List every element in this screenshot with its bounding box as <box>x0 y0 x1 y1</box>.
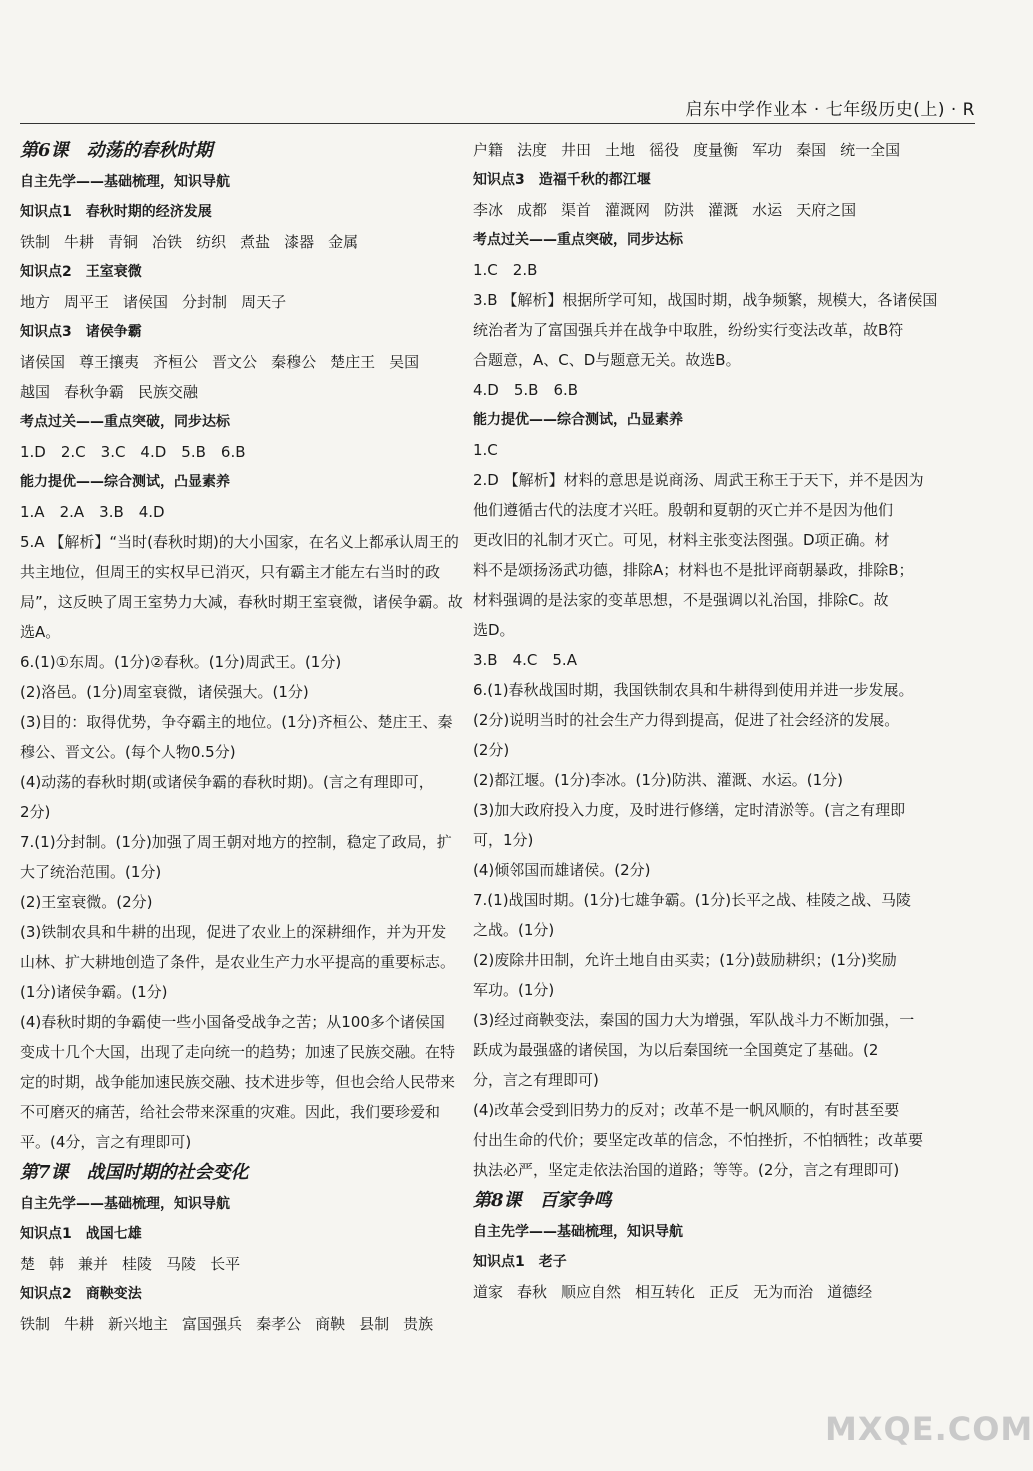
term: 齐桓公 <box>153 353 199 371</box>
section-heading: 考点过关——重点突破，同步达标 <box>20 414 230 430</box>
answer-line: 定的时期，战争能加速民族交融、技术进步等，但也会给人民带来 <box>20 1073 456 1091</box>
answer-line: 6.(1)①东周。(1分)②春秋。(1分)周武王。(1分) <box>20 653 342 671</box>
term: 纺织 <box>196 233 227 251</box>
term: 牛耕 <box>64 1315 95 1333</box>
answer-line: 合题意，A、C、D与题意无关。故选B。 <box>473 351 741 369</box>
term: 韩 <box>49 1255 65 1273</box>
term: 漆器 <box>284 233 315 251</box>
answer-line: 共主地位，但周王的实权早已消灭，只有霸主才能左右当时的政 <box>20 563 441 581</box>
term: 统一全国 <box>840 141 901 159</box>
term: 牛耕 <box>64 233 95 251</box>
term: 春秋 <box>517 1283 548 1301</box>
term: 灌溉 <box>708 201 739 219</box>
term: 户籍 <box>473 141 504 159</box>
term: 长平 <box>210 1255 241 1273</box>
answer-line: (3)加大政府投入力度，及时进行修缮，定时清淤等。(言之有理即 <box>473 801 906 819</box>
answer-line: 1.D 2.C 3.C 4.D 5.B 6.B <box>20 443 246 461</box>
term-list <box>20 227 450 257</box>
knowledge-point: 知识点3 造福千秋的都江堰 <box>473 172 651 188</box>
term: 春秋争霸 <box>64 383 125 401</box>
knowledge-point: 知识点2 商鞅变法 <box>20 1286 142 1302</box>
answer-line: (3)目的：取得优势，争夺霸主的地位。(1分)齐桓公、楚庄王、秦 <box>20 713 453 731</box>
answer-line: 平。(4分，言之有理即可) <box>20 1133 192 1151</box>
answer-line: 变成十几个大国，出现了走向统一的趋势；加速了民族交融。在特 <box>20 1043 456 1061</box>
term-list <box>473 1277 905 1307</box>
answer-line: 统治者为了富国强兵并在战争中取胜，纷纷实行变法改革，故B符 <box>473 321 904 339</box>
term: 富国强兵 <box>182 1315 243 1333</box>
answer-line: (4)倾邻国而雄诸侯。(2分) <box>473 861 651 879</box>
answer-line: 不可磨灭的痛苦，给社会带来深重的灾难。因此，我们要珍爱和 <box>20 1103 441 1121</box>
term: 渠首 <box>561 201 592 219</box>
term: 金属 <box>328 233 359 251</box>
term: 马陵 <box>166 1255 197 1273</box>
term-list <box>20 1249 450 1279</box>
answer-line: 之战。(1分) <box>473 921 555 939</box>
term: 民族交融 <box>138 383 199 401</box>
term-list <box>20 347 450 377</box>
knowledge-point: 知识点1 春秋时期的经济发展 <box>20 204 212 220</box>
answer-line: 跃成为最强盛的诸侯国，为以后秦国统一全国奠定了基础。(2 <box>473 1041 879 1059</box>
term-list <box>20 377 450 407</box>
answer-line: (3)经过商鞅变法，秦国的国力大为增强，军队战斗力不断加强，一 <box>473 1011 915 1029</box>
answer-line: 付出生命的代价；要坚定改革的信念，不怕挫折，不怕牺牲；改革要 <box>473 1131 924 1149</box>
answer-line: 他们遵循古代的法度才兴旺。殷朝和夏朝的灭亡并不是因为他们 <box>473 501 894 519</box>
answer-line: (2)废除井田制，允许土地自由买卖；(1分)鼓励耕织；(1分)奖励 <box>473 951 897 969</box>
term: 相互转化 <box>635 1283 696 1301</box>
term: 诸侯国 <box>123 293 169 311</box>
term: 新兴地主 <box>108 1315 169 1333</box>
term: 井田 <box>561 141 592 159</box>
term: 铁制 <box>20 1315 51 1333</box>
term: 诸侯国 <box>20 353 66 371</box>
term: 尊王攘夷 <box>79 353 140 371</box>
answer-line: (2)洛邑。(1分)周室衰微，诸侯强大。(1分) <box>20 683 309 701</box>
answer-line: (3)铁制农具和牛耕的出现，促进了农业上的深耕细作，并为开发 <box>20 923 447 941</box>
term: 桂陵 <box>122 1255 153 1273</box>
term: 灌溉网 <box>605 201 651 219</box>
page-header <box>20 97 975 124</box>
term: 军功 <box>752 141 783 159</box>
term: 道家 <box>473 1283 504 1301</box>
answer-line: (2分)说明当时的社会生产力得到提高，促进了社会经济的发展。 <box>473 711 900 729</box>
term: 分封制 <box>182 293 228 311</box>
answer-line: 1.C 2.B <box>473 261 538 279</box>
term: 兼并 <box>78 1255 109 1273</box>
lesson-title: 第8课 百家争鸣 <box>473 1190 612 1211</box>
answer-line: 2分) <box>20 803 51 821</box>
answer-line: 山林、扩大耕地创造了条件，是农业生产力水平提高的重要标志。 <box>20 953 456 971</box>
term: 成都 <box>517 201 548 219</box>
section-heading: 自主先学——基础梳理，知识导航 <box>20 174 230 190</box>
answer-line: 大了统治范围。(1分) <box>20 863 162 881</box>
term: 楚 <box>20 1255 36 1273</box>
lesson-title: 第7课 战国时期的社会变化 <box>20 1162 249 1183</box>
term: 周天子 <box>241 293 287 311</box>
term: 无为而治 <box>753 1283 814 1301</box>
term: 商鞅 <box>315 1315 346 1333</box>
term: 青铜 <box>108 233 139 251</box>
term: 天府之国 <box>796 201 857 219</box>
term: 煮盐 <box>240 233 271 251</box>
left-column <box>20 135 463 1339</box>
answer-line: 5.A 【解析】“当时(春秋时期)的大小国家，在名义上都承认周王的 <box>20 533 459 551</box>
term: 楚庄王 <box>330 353 376 371</box>
term: 周平王 <box>64 293 110 311</box>
answer-line: 6.(1)春秋战国时期，我国铁制农具和牛耕得到使用并进一步发展。 <box>473 681 914 699</box>
term: 秦孝公 <box>256 1315 302 1333</box>
section-heading: 自主先学——基础梳理，知识导航 <box>20 1196 230 1212</box>
term-list <box>473 195 905 225</box>
answer-line: (1分)诸侯争霸。(1分) <box>20 983 168 1001</box>
term: 防洪 <box>664 201 695 219</box>
answer-line: 4.D 5.B 6.B <box>473 381 579 399</box>
answer-line: 分，言之有理即可) <box>473 1071 599 1089</box>
term: 晋文公 <box>212 353 258 371</box>
term: 吴国 <box>389 353 420 371</box>
answer-line: 3.B 4.C 5.A <box>473 651 577 669</box>
answer-line: 料不是颂扬汤武功德，排除A；材料也不是批评商朝暴政，排除B； <box>473 561 914 579</box>
knowledge-point: 知识点2 王室衰微 <box>20 264 142 280</box>
answer-line: 选D。 <box>473 621 515 639</box>
answer-line: (4)改革会受到旧势力的反对；改革不是一帆风顺的，有时甚至要 <box>473 1101 900 1119</box>
answer-line: 7.(1)分封制。(1分)加强了周王朝对地方的控制，稳定了政局，扩 <box>20 833 452 851</box>
term: 越国 <box>20 383 51 401</box>
answer-line: 1.A 2.A 3.B 4.D <box>20 503 165 521</box>
answer-line: 1.C <box>473 441 498 459</box>
book-title: 启东中学作业本 · 七年级历史(上) · R <box>685 100 975 120</box>
term: 铁制 <box>20 233 51 251</box>
section-heading: 自主先学——基础梳理，知识导航 <box>473 1224 683 1240</box>
term: 秦穆公 <box>271 353 317 371</box>
term: 正反 <box>709 1283 740 1301</box>
answer-line: 军功。(1分) <box>473 981 555 999</box>
knowledge-point: 知识点1 战国七雄 <box>20 1226 142 1242</box>
section-heading: 能力提优——综合测试，凸显素养 <box>473 412 683 428</box>
term: 水运 <box>752 201 783 219</box>
answer-line: 执法必严，坚定走依法治国的道路；等等。(2分，言之有理即可) <box>473 1161 900 1179</box>
answer-line: 可，1分) <box>473 831 534 849</box>
term-list <box>20 1309 450 1339</box>
answer-line: 穆公、晋文公。(每个人物0.5分) <box>20 743 236 761</box>
answer-line: 7.(1)战国时期。(1分)七雄争霸。(1分)长平之战、桂陵之战、马陵 <box>473 891 912 909</box>
term: 县制 <box>359 1315 390 1333</box>
answer-line: 选A。 <box>20 623 61 641</box>
knowledge-point: 知识点1 老子 <box>473 1254 567 1270</box>
watermark: MXQE.COM <box>825 1410 1033 1448</box>
section-heading: 考点过关——重点突破，同步达标 <box>473 232 683 248</box>
answer-line: 2.D 【解析】材料的意思是说商汤、周武王称王于天下，并不是因为 <box>473 471 924 489</box>
term: 道德经 <box>827 1283 873 1301</box>
answer-line: (4)春秋时期的争霸使一些小国备受战争之苦；从100多个诸侯国 <box>20 1013 445 1031</box>
term: 李冰 <box>473 201 504 219</box>
answer-line: (2)都江堰。(1分)李冰。(1分)防洪、灌溉、水运。(1分) <box>473 771 843 789</box>
right-column <box>473 135 938 1307</box>
answer-line: 材料强调的是法家的变革思想，不是强调以礼治国，排除C。故 <box>473 591 889 609</box>
term-list <box>20 287 450 317</box>
term: 贵族 <box>403 1315 434 1333</box>
answer-line: 局”，这反映了周王室势力大减，春秋时期王室衰微，诸侯争霸。故 <box>20 593 463 611</box>
section-heading: 能力提优——综合测试，凸显素养 <box>20 474 230 490</box>
term: 徭役 <box>649 141 680 159</box>
answer-line: (2分) <box>473 741 510 759</box>
term: 法度 <box>517 141 548 159</box>
answer-line: 3.B 【解析】根据所学可知，战国时期，战争频繁，规模大，各诸侯国 <box>473 291 938 309</box>
lesson-title: 第6课 动荡的春秋时期 <box>20 140 213 161</box>
term: 秦国 <box>796 141 827 159</box>
term: 地方 <box>20 293 51 311</box>
knowledge-point: 知识点3 诸侯争霸 <box>20 324 142 340</box>
answer-line: (2)王室衰微。(2分) <box>20 893 153 911</box>
term: 顺应自然 <box>561 1283 622 1301</box>
answer-line: 更改旧的礼制才灭亡。可见，材料主张变法图强。D项正确。材 <box>473 531 890 549</box>
term-list <box>473 135 905 165</box>
term: 冶铁 <box>152 233 183 251</box>
term: 土地 <box>605 141 636 159</box>
answer-line: (4)动荡的春秋时期(或诸侯争霸的春秋时期)。(言之有理即可， <box>20 773 434 791</box>
term: 度量衡 <box>693 141 739 159</box>
